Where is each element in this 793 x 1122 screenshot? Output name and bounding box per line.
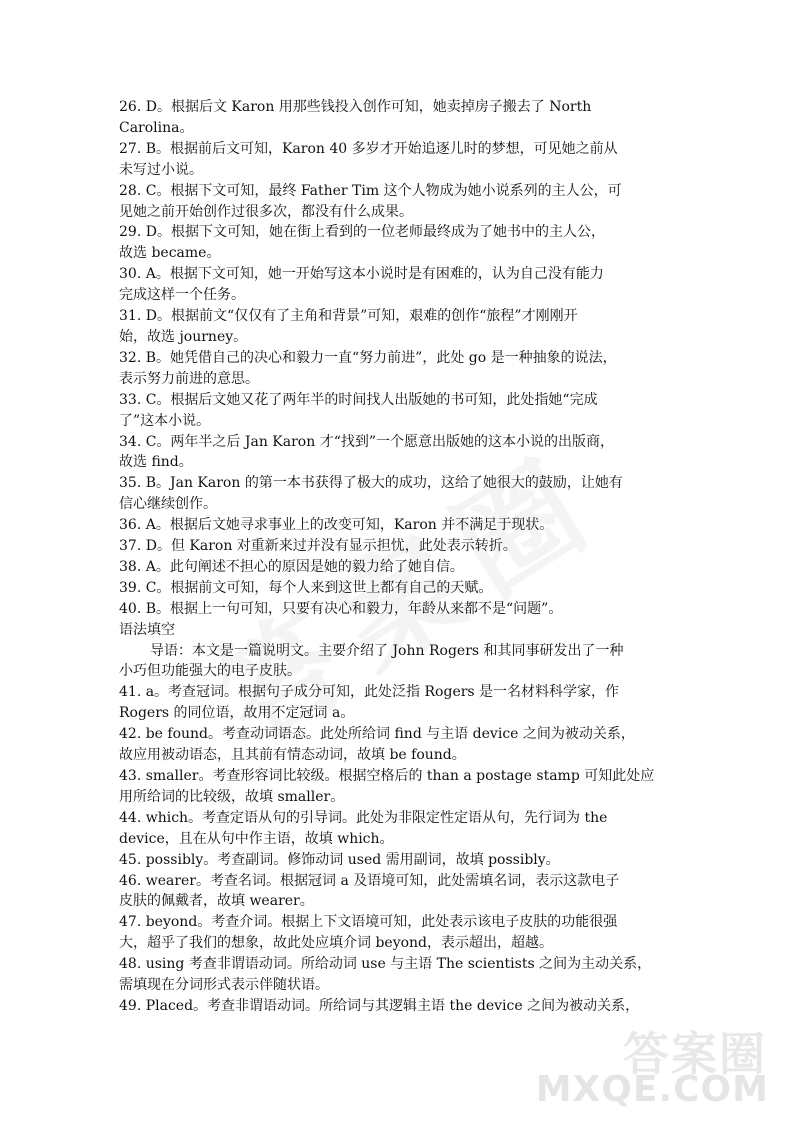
text-line: Rogers 的同位语，故用不定冠词 a。 (119, 705, 355, 722)
text-line: 见她之前开始创作过很多次，都没有什么成果。 (119, 203, 413, 220)
text-line: device，且在从句中作主语，故填 which。 (119, 830, 394, 847)
site-logo-watermark (535, 1008, 787, 1118)
text-line: 29. D。根据下文可知，她在街上看到的一位老师最终成为了她书中的主人公， (119, 224, 605, 241)
text-line: 43. smaller。考查形容词比较级。根据空格后的 than a postage stamp 可知此处应 (119, 768, 655, 784)
text-line: 39. C。根据前文可知，每个人来到这世上都有自己的天赋。 (119, 579, 493, 596)
text-line: 40. B。根据上一句可知，只要有决心和毅力，年龄从来都不是“问题”。 (119, 600, 563, 617)
text-line: 导语：本文是一篇说明文。主要介绍了 John Rogers 和其同事研发出了一种 (150, 642, 624, 659)
text-line: 故应用被动语态，且其前有情态动词，故填 be found。 (119, 747, 466, 764)
text-line: 41. a。考查冠词。根据句子成分可知，此处泛指 Rogers 是一名材料科学家，作 (119, 684, 620, 701)
text-line: 32. B。她凭借自己的决心和毅力一直“努力前进”，此处 go 是一种抽象的说法， (119, 349, 617, 366)
text-line: 了”这本小说。 (119, 412, 211, 429)
text-line: 36. A。根据后文她寻求事业上的改变可知，Karon 并不满足于现状。 (119, 517, 554, 534)
text-line: 45. possibly。考查副词。修饰动词 used 需用副词，故填 possibly。 (119, 851, 560, 868)
text-line: 48. using 考查非谓语动词。所给动词 use 与主语 The scientists 之间为主动关系， (119, 956, 652, 973)
text-line: 27. B。根据前后文可知，Karon 40 多岁才开始追逐儿时的梦想，可见她之前从 (119, 140, 618, 157)
text-line: 42. be found。考查动词语态。此处所给词 find 与主语 device 之间为被动关系， (119, 726, 635, 743)
text-line: 44. which。考查定语从句的引导词。此处为非限定性定语从句，先行词为 the (119, 809, 608, 826)
text-line: 46. wearer。考查名词。根据冠词 a 及语境可知，此处需填名词，表示这款电子 (119, 872, 620, 889)
text-line: 31. D。根据前文“仅仅有了主角和背景”可知，艰难的创作“旅程”才刚刚开 (119, 308, 578, 325)
text-line: 38. A。此句阐述不担心的原因是她的毅力给了她自信。 (119, 558, 464, 575)
text-line: 33. C。根据后文她又花了两年半的时间找人出版她的书可知，此处指她“完成 (119, 391, 598, 408)
document-body (119, 97, 674, 1017)
text-line: 34. C。两年半之后 Jan Karon 才“找到”一个愿意出版她的这本小说的出版商， (119, 433, 615, 450)
text-line: 未写过小说。 (119, 161, 203, 178)
text-line: 皮肤的佩戴者，故填 wearer。 (119, 893, 314, 910)
watermark-brand: 答案圈 (623, 1027, 767, 1081)
text-line: 35. B。Jan Karon 的第一本书获得了极大的成功，这给了她很大的鼓励，让她有 (119, 475, 623, 492)
text-line: Carolina。 (119, 119, 194, 136)
text-line: 28. C。根据下文可知，最终 Father Tim 这个人物成为她小说系列的主人公，可 (119, 182, 622, 199)
text-line: 完成这样一个任务。 (119, 287, 245, 304)
text-line: 故选 find。 (119, 454, 193, 471)
text-line: 37. D。但 Karon 对重新来过并没有显示担忧，此处表示转折。 (119, 538, 517, 555)
text-line: 需填现在分词形式表示伴随状语。 (119, 977, 329, 994)
text-line: 用所给词的比较级，故填 smaller。 (119, 788, 345, 805)
text-line: 始，故选 journey。 (119, 328, 248, 345)
text-line: 表示努力前进的意思。 (119, 370, 259, 387)
text-line: 26. D。根据后文 Karon 用那些钱投入创作可知，她卖掉房子搬去了 North (119, 99, 592, 115)
text-line: 语法填空 (119, 621, 175, 638)
text-line: 故选 became。 (119, 245, 221, 262)
watermark-site: MXQE.COM (535, 1069, 769, 1110)
text-line: 信心继续创作。 (119, 496, 217, 513)
text-line: 大，超乎了我们的想象，故此处应填介词 beyond，表示超出，超越。 (119, 935, 554, 952)
text-line: 30. A。根据下文可知，她一开始写这本小说时是有困难的，认为自己没有能力 (119, 266, 604, 283)
text-line: 49. Placed。考查非谓语动词。所给词与其逻辑主语 the device 之间为被动关系， (119, 997, 640, 1014)
text-line: 47. beyond。考查介词。根据上下文语境可知，此处表示该电子皮肤的功能很强 (119, 914, 618, 931)
text-line: 小巧但功能强大的电子皮肤。 (119, 663, 301, 680)
